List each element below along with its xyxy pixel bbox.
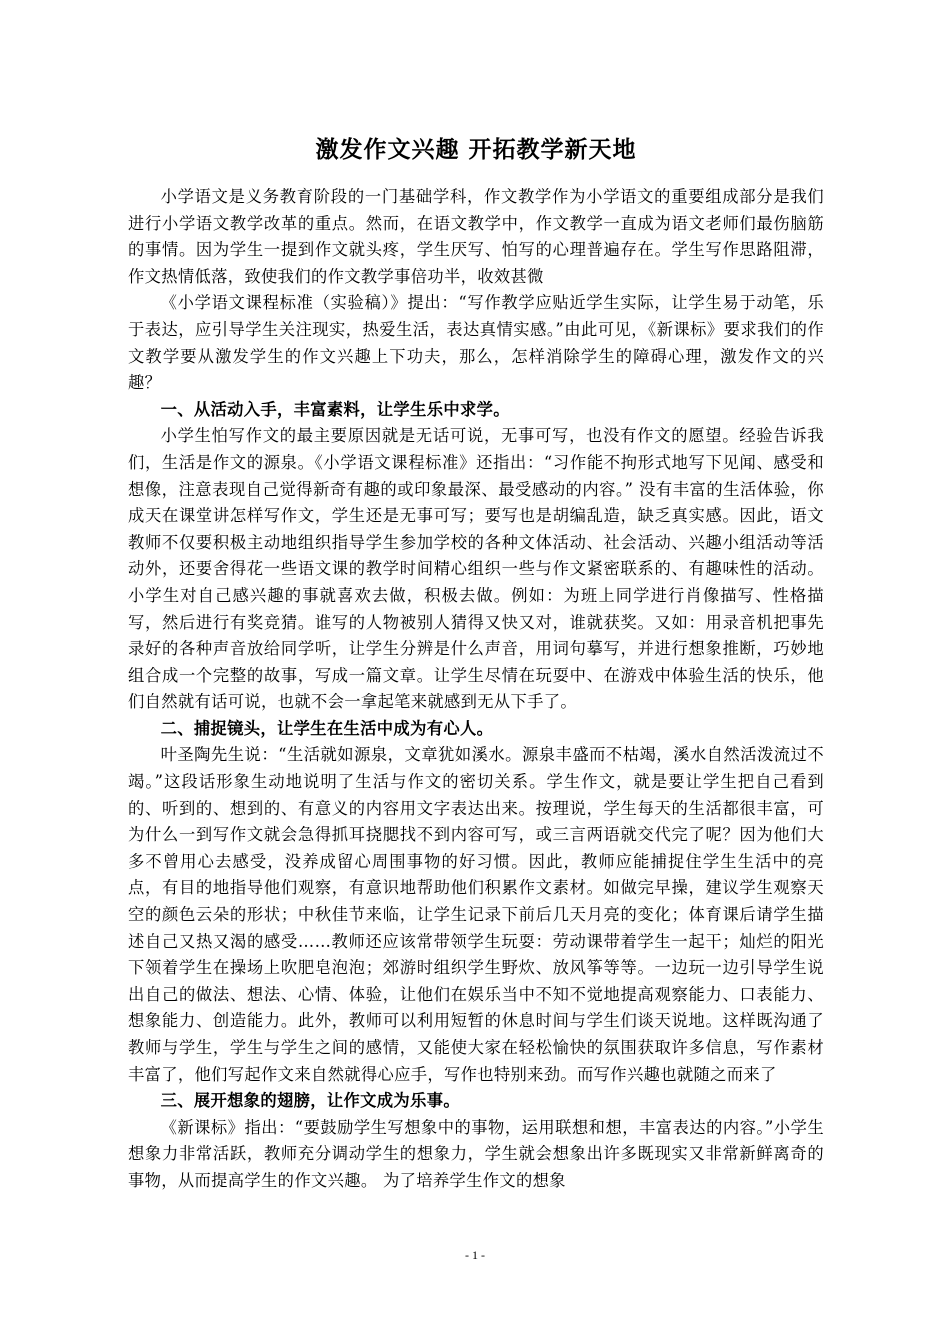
page-number: - 1 - [465, 1248, 485, 1262]
section-heading-1: 一、从活动入手，丰富素料，让学生乐中求学。 [160, 399, 510, 419]
paragraph-section-1: 小学生怕写作文的最主要原因就是无话可说，无事可写，也没有作文的愿望。经验告诉我们，生活是作文的源泉。《小学语文课程标准》还指出：“习作能不拘形式地写下见闻、感受和想像，注意表现自己觉得新奇有趣的或印象最深、最受感动的内容。” 没有丰富的生活体验，你成天在课堂讲怎样写作文，学生还是无事可写；要写也是胡编乱造，缺乏真实感。因此，语文教师不仅要积极主动地组织指导学生参加学校的各种文体活动、社会活动、兴趣小组活动等活动外，还要舍得花一些语文课的教学时间精心组织一些与作文紧密联系的、有趣味性的活动。小学生对自己感兴趣的事就喜欢去做，积极去做。例如：为班上同学进行肖像描写、性格描写，然后进行有奖竞猜。谁写的人物被别人猜得又快又对，谁就获奖。又如：用录音机把事先录好的各种声音放给同学听，让学生分辨是什么声音，用词句摹写，并进行想象推断，巧妙地组合成一个完整的故事，写成一篇文章。让学生尽情在玩耍中、在游戏中体验生活的快乐，他们自然就有话可说，也就不会一拿起笔来就感到无从下手了。 [128, 426, 824, 712]
paragraph-curriculum: 《小学语文课程标准（实验稿）》提出：“写作教学应贴近学生实际，让学生易于动笔，乐于表达，应引导学生关注现实，热爱生活，表达真情实感。”由此可见，《新课标》要求我们的作文教学要从激发学生的作文兴趣上下功夫，那么，怎样消除学生的障碍心理，激发作文的兴趣？ [128, 293, 824, 393]
paragraph-intro: 小学语文是义务教育阶段的一门基础学科，作文教学作为小学语文的重要组成部分是我们进行小学语文教学改革的重点。然而，在语文教学中，作文教学一直成为语文老师们最伤脑筋的事情。因为学生一提到作文就头疼，学生厌写、怕写的心理普遍存在。学生写作思路阻滞，作文热情低落，致使我们的作文教学事倍功半，收效甚微 [128, 187, 824, 286]
section-heading-2: 二、捕捉镜头，让学生在生活中成为有心人。 [160, 718, 494, 738]
document-title: 激发作文兴趣 开拓教学新天地 [315, 137, 637, 163]
section-heading-3: 三、展开想象的翅膀，让作文成为乐事。 [160, 1091, 460, 1111]
paragraph-section-3: 《新课标》指出：“要鼓励学生写想象中的事物，运用联想和想，丰富表达的内容。”小学生想象力非常活跃，教师充分调动学生的想象力，学生就会想象出许多既现实又非常新鲜离奇的事物，从而提高学生的作文兴趣。 为了培养学生作文的想象 [128, 1117, 824, 1190]
paragraph-section-2: 叶圣陶先生说：“生活就如源泉，文章犹如溪水。源泉丰盛而不枯竭，溪水自然活泼流过不竭。”这段话形象生动地说明了生活与作文的密切关系。学生作文，就是要让学生把自己看到的、听到的、想到的、有意义的内容用文字表达出来。按理说，学生每天的生活都很丰富，可为什么一到写作文就会急得抓耳挠腮找不到内容可写，或三言两语就交代完了呢？因为他们大多不曾用心去感受，没养成留心周围事物的好习惯。因此，教师应能捕捉住学生生活中的亮点，有目的地指导他们观察，有意识地帮助他们积累作文素材。如做完早操，建议学生观察天空的颜色云朵的形状；中秋佳节来临，让学生记录下前后几天月亮的变化；体育课后请学生描述自己又热又渴的感受……教师还应该常带领学生玩耍：劳动课带着学生一起干；灿烂的阳光下领着学生在操场上吹肥皂泡泡；郊游时组织学生野炊、放风筝等等。一边玩一边引导学生说出自己的做法、想法、心情、体验，让他们在娱乐当中不知不觉地提高观察能力、口表能力、想象能力、创造能力。此外，教师可以利用短暂的休息时间与学生们谈天说地。这样既沟通了教师与学生，学生与学生之间的感情，又能使大家在轻松愉快的氛围获取许多信息，写作素材丰富了，他们写起作文来自然就得心应手，写作也特别来劲。而写作兴趣也就随之而来了 [128, 745, 824, 1084]
document-page [128, 130, 824, 1195]
